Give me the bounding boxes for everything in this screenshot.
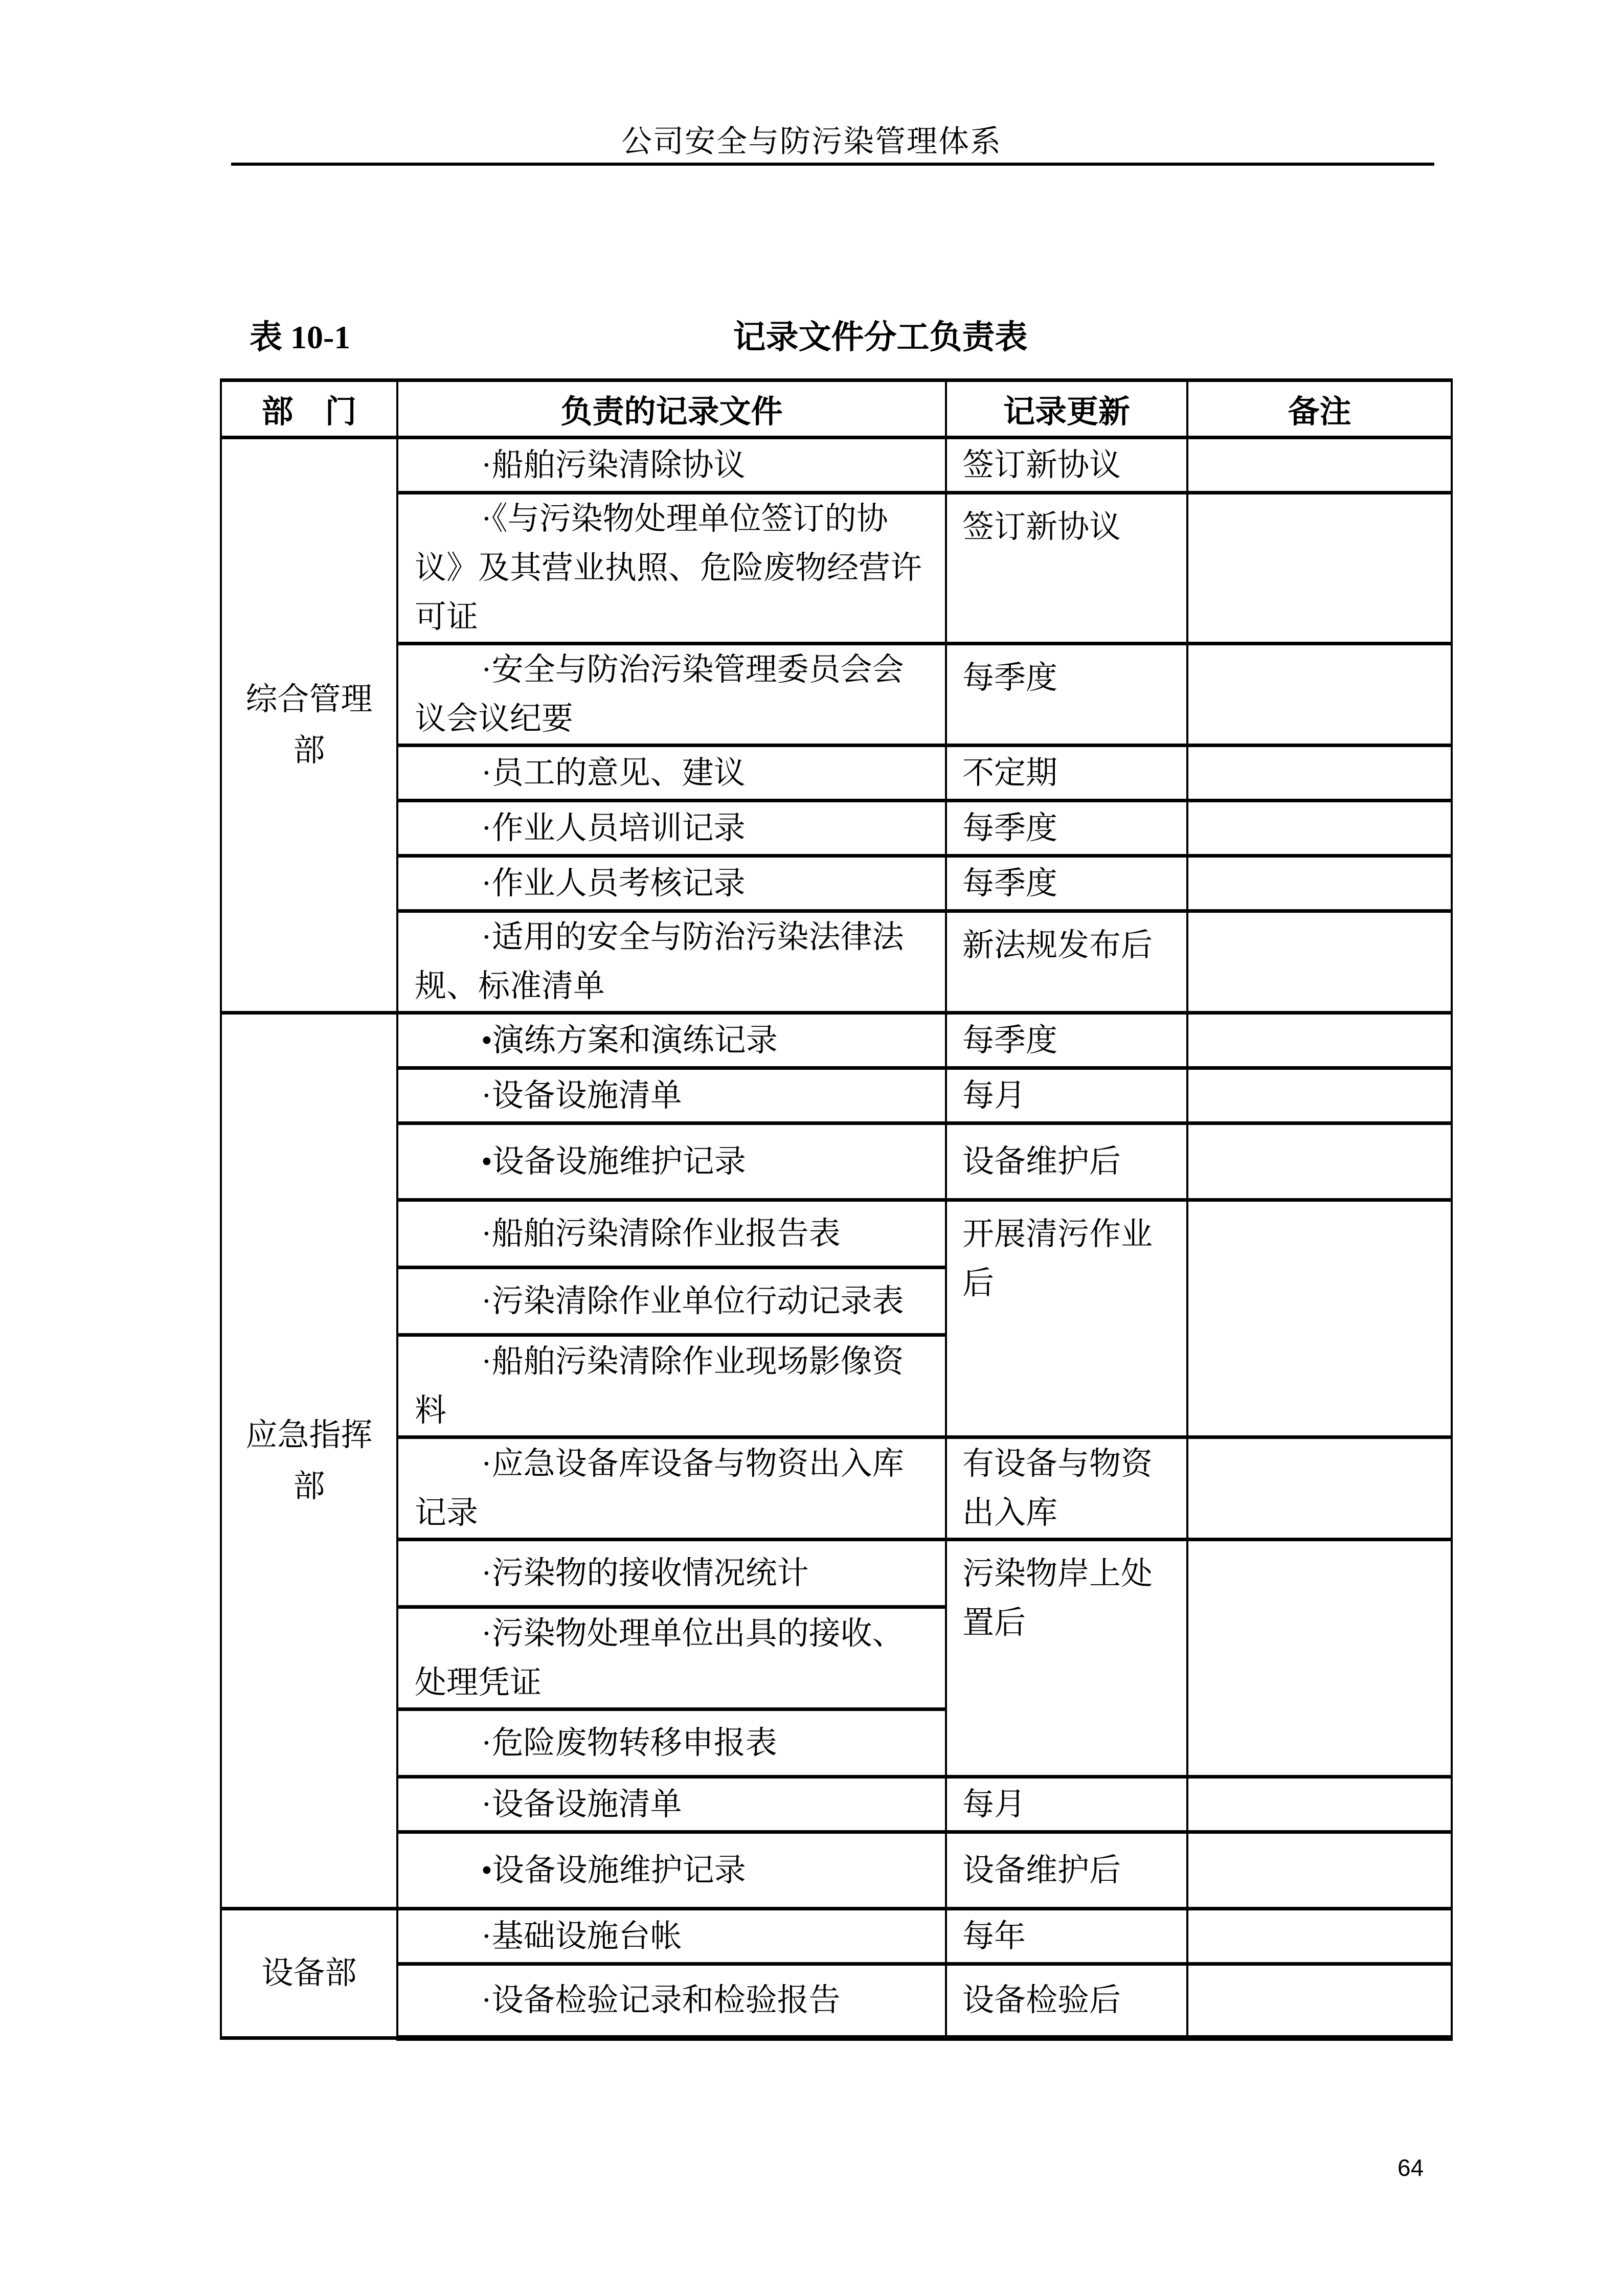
remarks-cell <box>1187 493 1452 644</box>
document-cell: ·设备设施清单 <box>397 1068 946 1123</box>
update-cell: 每季度 <box>946 644 1187 746</box>
document-cell: ·作业人员考核记录 <box>397 856 946 911</box>
table-row <box>221 1123 1452 1200</box>
update-cell: 不定期 <box>946 746 1187 801</box>
table-row <box>221 644 1452 746</box>
document-cell: •设备设施维护记录 <box>397 1123 946 1200</box>
remarks-cell <box>1187 1013 1452 1068</box>
remarks-cell <box>1187 438 1452 493</box>
table-row <box>221 746 1452 801</box>
update-cell: 每季度 <box>946 801 1187 856</box>
document-cell: ·污染清除作业单位行动记录表 <box>397 1268 946 1335</box>
remarks-cell <box>1187 1123 1452 1200</box>
column-header-remarks: 备注 <box>1187 380 1452 438</box>
table-row <box>221 856 1452 911</box>
table-row <box>221 1540 1452 1607</box>
remarks-cell <box>1187 1540 1452 1777</box>
document-cell: ·船舶污染清除协议 <box>397 438 946 493</box>
remarks-cell <box>1187 856 1452 911</box>
remarks-cell <box>1187 1964 1452 2038</box>
table-row <box>221 1832 1452 1909</box>
document-cell: ·安全与防治污染管理委员会会议会议纪要 <box>397 644 946 746</box>
update-cell: 设备检验后 <box>946 1964 1187 2038</box>
table-caption-title: 记录文件分工负责表 <box>733 319 1028 355</box>
table-row <box>221 1964 1452 2038</box>
department-cell: 设备部 <box>221 1909 397 2038</box>
document-cell: ·船舶污染清除作业现场影像资料 <box>397 1335 946 1437</box>
update-cell: 开展清污作业后 <box>946 1200 1187 1437</box>
table-row <box>221 801 1452 856</box>
update-cell: 每季度 <box>946 1013 1187 1068</box>
page-number: 64 <box>1397 2154 1424 2181</box>
table-row <box>221 1909 1452 1964</box>
update-cell: 每月 <box>946 1068 1187 1123</box>
document-cell: ·船舶污染清除作业报告表 <box>397 1200 946 1268</box>
document-cell: ·基础设施台帐 <box>397 1909 946 1964</box>
remarks-cell <box>1187 1068 1452 1123</box>
table-row <box>221 1013 1452 1068</box>
document-cell: ·污染物的接收情况统计 <box>397 1540 946 1607</box>
document-cell: ·适用的安全与防治污染法律法规、标准清单 <box>397 911 946 1013</box>
document-cell: •设备设施维护记录 <box>397 1832 946 1909</box>
update-cell: 有设备与物资出入库 <box>946 1437 1187 1540</box>
update-cell: 每年 <box>946 1909 1187 1964</box>
table-header-row <box>221 380 1452 438</box>
table-row <box>221 1777 1452 1832</box>
remarks-cell <box>1187 1832 1452 1909</box>
update-cell: 污染物岸上处置后 <box>946 1540 1187 1777</box>
table-caption <box>220 314 1451 361</box>
records-responsibility-table <box>220 378 1453 2041</box>
column-header-department: 部 门 <box>221 380 397 438</box>
table-caption-label: 表 10-1 <box>250 319 351 355</box>
document-cell: ·员工的意见、建议 <box>397 746 946 801</box>
update-cell: 签订新协议 <box>946 438 1187 493</box>
department-cell: 综合管理部 <box>221 438 397 1013</box>
document-cell: ·危险废物转移申报表 <box>397 1709 946 1777</box>
table-row <box>221 1200 1452 1268</box>
update-cell: 新法规发布后 <box>946 911 1187 1013</box>
document-header-title: 公司安全与防污染管理体系 <box>621 125 1002 159</box>
table-row <box>221 438 1452 493</box>
remarks-cell <box>1187 1909 1452 1964</box>
update-cell: 签订新协议 <box>946 493 1187 644</box>
update-cell: 每季度 <box>946 856 1187 911</box>
update-cell: 每月 <box>946 1777 1187 1832</box>
document-cell: •演练方案和演练记录 <box>397 1013 946 1068</box>
remarks-cell <box>1187 911 1452 1013</box>
document-cell: ·作业人员培训记录 <box>397 801 946 856</box>
remarks-cell <box>1187 644 1452 746</box>
column-header-documents: 负责的记录文件 <box>397 380 946 438</box>
document-cell: ·污染物处理单位出具的接收、处理凭证 <box>397 1607 946 1709</box>
remarks-cell <box>1187 801 1452 856</box>
table-row <box>221 1437 1452 1540</box>
remarks-cell <box>1187 1200 1452 1437</box>
header-divider-line <box>231 163 1434 166</box>
remarks-cell <box>1187 746 1452 801</box>
table-row <box>221 493 1452 644</box>
update-cell: 设备维护后 <box>946 1832 1187 1909</box>
table-row <box>221 1068 1452 1123</box>
table-row <box>221 911 1452 1013</box>
document-cell: ·设备检验记录和检验报告 <box>397 1964 946 2038</box>
update-cell: 设备维护后 <box>946 1123 1187 1200</box>
document-cell: ·应急设备库设备与物资出入库记录 <box>397 1437 946 1540</box>
department-cell: 应急指挥部 <box>221 1013 397 1909</box>
remarks-cell <box>1187 1437 1452 1540</box>
column-header-update: 记录更新 <box>946 380 1187 438</box>
remarks-cell <box>1187 1777 1452 1832</box>
document-cell: ·《与污染物处理单位签订的协议》及其营业执照、危险废物经营许可证 <box>397 493 946 644</box>
document-cell: ·设备设施清单 <box>397 1777 946 1832</box>
